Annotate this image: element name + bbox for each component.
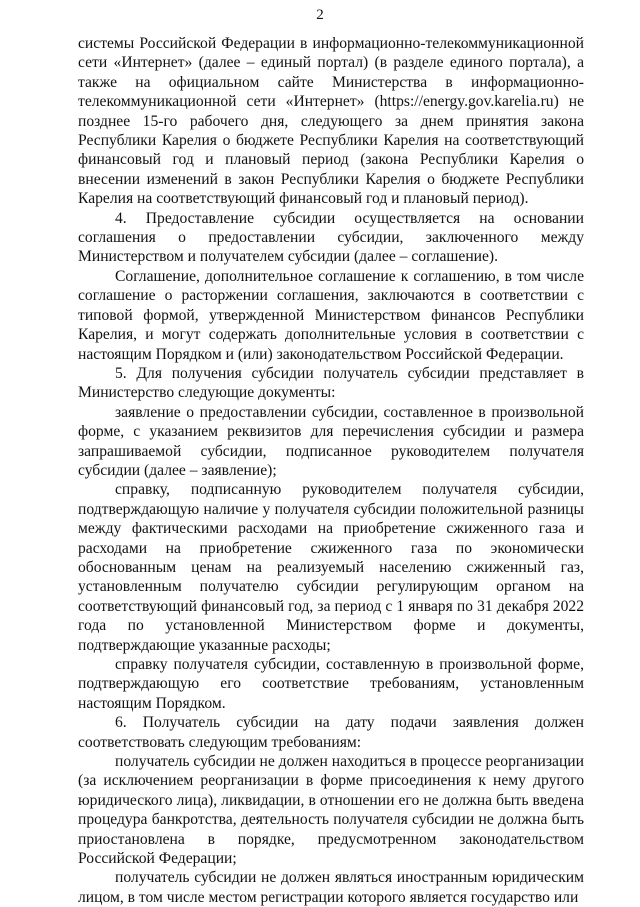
paragraph-portal-publication: системы Российской Федерации в информационно-телекоммуникационной сети «Интернет» (далее – единый портал) (в разделе единого портала), а также на официальном сайте Министерства в информационно-телекоммуникационной сети «Интернет» (https://energy.gov.karelia.ru) не позднее 15-го рабочего дня, следующего за днем принятия закона Республики Карелия о бюджете Республики Карелия на соответствующий финансовый год и плановый период (закона Республики Карелия о внесении изменений в закон Республики Карелия о бюджете Республики Карелия на соответствующий финансовый год и плановый период). [78, 35, 584, 208]
paragraph-application: заявление о предоставлении субсидии, составленное в произвольной форме, с указанием реквизитов для перечисления субсидии и размера запрашиваемой субсидии, подписанное руководителем получателя субсидии (далее – заявление); [78, 403, 584, 479]
paragraph-item-4-agreement: 4. Предоставление субсидии осуществляется на основании соглашения о предоставлении субсидии, заключенного между Министерством и получателем субсидии (далее – соглашение). [78, 209, 584, 266]
paragraph-expense-certificate: справку, подписанную руководителем получателя субсидии, подтверждающую наличие у получателя субсидии положительной разницы между фактическими расходами на приобретение сжиженного газа и расходами на приобретение сжиженного газа по экономически обоснованным ценам на реализуемый населению сжиженный газ, установленным получателю субсидии регулирующим органом на соответствующий финансовый год, за период с 1 января по 31 декабря 2022 года по установленной Министерством форме и документы, подтверждающие указанные расходы; [78, 481, 584, 654]
paragraph-item-5-documents: 5. Для получения субсидии получатель субсидии представляет в Министерство следующие документы: [78, 364, 584, 402]
paragraph-compliance-certificate: справку получателя субсидии, составленную в произвольной форме, подтверждающую его соответствие требованиям, установленным настоящим Порядком. [78, 656, 584, 712]
paragraph-agreement-form: Соглашение, дополнительное соглашение к соглашению, в том числе соглашение о расторжении соглашения, заключаются в соответствии с типовой формой, утвержденной Министерством финансов Республики Карелия, и могут содержать дополнительные условия в соответствии с настоящим Порядком и (или) законодательством Российской Федерации. [78, 267, 584, 363]
document-body [78, 34, 584, 907]
paragraph-foreign-entity-requirement: получатель субсидии не должен являться иностранным юридическим лицом, в том числе местом регистрации которого является государство или [78, 869, 584, 906]
paragraph-reorganization-requirement: получатель субсидии не должен находиться в процессе реорганизации (за исключением реорганизации в форме присоединения к нему другого юридического лица), ликвидации, в отношении его не должна быть введена процедура банкротства, деятельность получателя субсидии не должна быть приостановлена в порядке, предусмотренном законодательством Российской Федерации; [78, 753, 584, 868]
paragraph-item-6-requirements: 6. Получатель субсидии на дату подачи заявления должен соответствовать следующим требованиям: [78, 714, 584, 751]
page-number: 2 [316, 7, 324, 23]
